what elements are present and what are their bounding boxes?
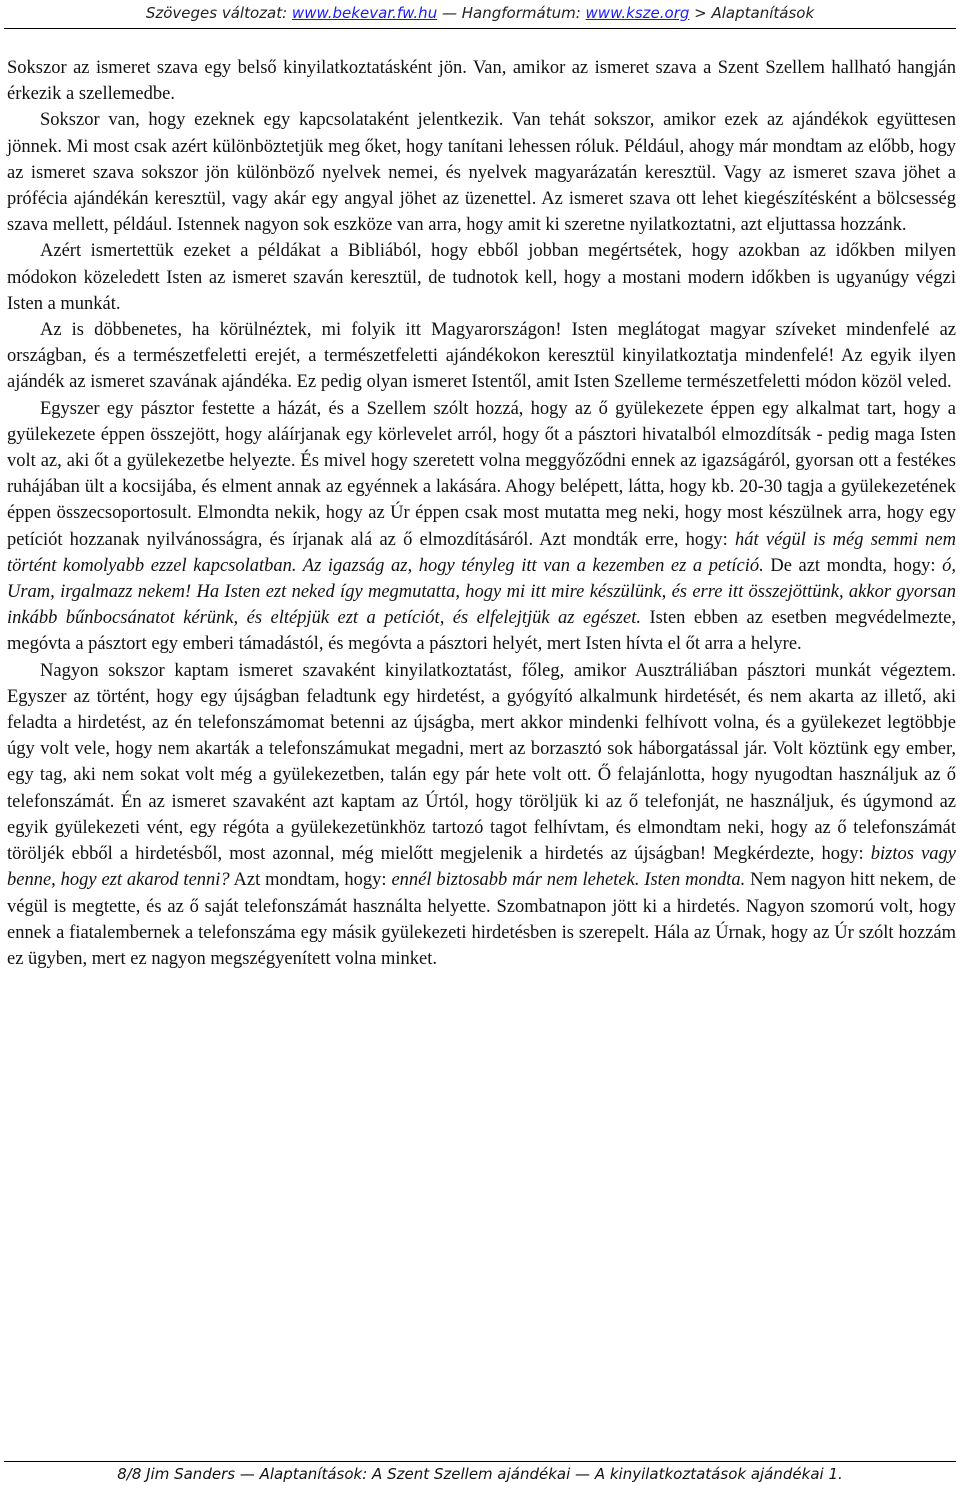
paragraph (7, 317, 956, 396)
header-separator: — (441, 4, 457, 22)
italic-quote: ennél biztosabb már nem lehetek. Isten mondta. (391, 870, 746, 891)
text-run: Isten ebben az esetben megvédelmezte, megóvta a pásztort egy emberi támadástól, és megóvta a pásztori helyét, mert Isten hívta el őt arra a helyre. (7, 608, 956, 655)
page-header (0, 2, 960, 24)
paragraph (7, 55, 956, 107)
text-run: Az is döbbenetes, ha körülnéztek, mi folyik itt Magyarországon! Isten meglátogat magyar szíveket mindenfelé az országban, és a természetfeletti erejét, a természetfeletti ajándékokon keresztül kinyilatkoztatja mindenfelé! Az egyik ilyen ajándék az ismeret szavának ajándéka. Ez pedig olyan ismeret Istentől, amit Isten Szelleme természetfeletti módon közöl veled. (7, 320, 956, 393)
footer-divider (4, 1461, 956, 1462)
text-run: De azt mondta, hogy: (763, 555, 943, 576)
italic-quote: hát végül is még semmi nem történt komolyabb ezzel kapcsolatban. Az igazság az, hogy tényleg itt van a kezemben ez a petíció. (7, 529, 956, 576)
paragraph (7, 396, 956, 658)
text-run: Sokszor az ismeret szava egy belső kinyilatkoztatásként jön. Van, amikor az ismeret szava a Szent Szellem hallható hangján érkezik a szellemedbe. (7, 58, 956, 105)
text-version-link[interactable]: www.bekevar.fw.hu (291, 4, 438, 22)
breadcrumb: > Alaptanítások (694, 4, 815, 22)
audio-format-link[interactable]: www.ksze.org (585, 4, 690, 22)
text-run: Azért ismertettük ezeket a példákat a Bibliából, hogy ebből jobban megértsétek, hogy azokban az időkben milyen módokon közeledett Isten az ismeret szaván keresztül, de tudnotok kell, hogy a mostani modern időkben is ugyanúgy végzi Isten a munkát. (7, 241, 956, 314)
italic-quote: biztos vagy benne, hogy ezt akarod tenni? (7, 844, 957, 891)
text-run: Azt mondtam, hogy: (229, 870, 392, 891)
text-run: Egyszer egy pásztor festette a házát, és a Szellem szólt hozzá, hogy az ő gyülekezete éppen egy alkalmat tart, hogy a gyülekezete éppen összejött, hogy aláírjanak egy körlevelet arról, hogy őt a pásztori hivatalból elmozdítsák - pedig maga Isten volt az, aki őt a gyülekezetbe helyezte. És mivel hogy szeretett volna meggyőződni ennek az igazságáról, gyorsan ott a festékes ruhájában ült a kocsijába, és elment annak az egyénnek a lakására. Ahogy belépett, látta, hogy kb. 20-30 tagja a gyülekezetének éppen összecsoportosult. Elmondta nekik, hogy az Úr éppen csak most mutatta meg neki, hogy most készülnek arra, hogy egy petíciót hozzanak nyilvánosságra, és írjanak alá az ő elmozdításáról. Azt mondták erre, hogy: (7, 398, 956, 550)
text-run: Nagyon sokszor kaptam ismeret szavaként kinyilatkoztatást, főleg, amikor Ausztráliában pásztori munkát végeztem. Egyszer az történt, hogy egy újságban feladtunk egy hirdetést, a gyógyító alkalmunk hirdetését, és nem akarta az illető, aki feladta a hirdetést, az én telefonszámomat betenni az újságba, mert akkor mindenki felhívott volna, és a gyülekezet legtöbbje úgy volt vele, hogy nem akarták a telefonszámukat megadni, mert az borzasztó sok háborgatással jár. Volt köztünk egy ember, egy tag, aki nem sokat volt még a gyülekezetben, talán egy pár hete volt ott. Ő felajánlotta, hogy nyugodtan használjuk az ő telefonszámát. Én az ismeret szavaként azt kaptam az Úrtól, hogy töröljük ki az ő telefonját, ne használjuk, és úgymond az egyik gyülekezeti vént, egy régóta a gyülekezetünkhöz tartozó tagot felhívtam, és elmondtam neki, hogy az ő telefonszámát töröljék ebből a hirdetésből, most azonnal, még mielőtt megjelenik a hirdetés az újságban! Megkérdezte, hogy: (7, 660, 956, 865)
text-version-label: Szöveges változat: (145, 4, 288, 22)
page-footer: 8/8 Jim Sanders — Alaptanítások: A Szent Szellem ajándékai — A kinyilatkoztatások ajándékai 1. (117, 1465, 843, 1483)
italic-quote: ó, Uram, irgalmazz nekem! Ha Isten ezt neked így megmutatta, hogy mi itt mire készülünk, és erre itt összejöttünk, akkor gyorsan inkább bűnbocsánatot kérünk, és eltépjük ezt a petíciót, és elfelejtjük az egészet. (7, 555, 956, 629)
document-body (7, 55, 956, 972)
text-run: Sokszor van, hogy ezeknek egy kapcsolataként jelentkezik. Van tehát sokszor, amikor ezek az ajándékok együttesen jönnek. Mi most csak azért különböztetjük meg őket, hogy tanítani lehessen róluk. Például, ahogy már mondtam az előbb, hogy az ismeret szava sokszor jön különböző nyelvek nemei, és nyelvek magyarázatán keresztül. Vagy az ismeret szava jöhet a prófécia ajándékán keresztül, vagy akár egy angyal jöhet az üzenettel. Az ismeret szava ott lehet kiegészítésként a bölcsesség szava mellett, például. Istennek nagyon sok eszköze van arra, hogy amit ki szeretne nyilatkoztatni, azt eljuttassa hozzánk. (7, 110, 956, 236)
header-divider (4, 28, 956, 29)
paragraph (7, 238, 956, 317)
text-run: Nem nagyon hitt nekem, de végül is megtette, és az ő saját telefonszámát használta helyette. Szombatnapon jött ki a hirdetés. Nagyon szomorú volt, hogy ennek a fiatalembernek a telefonszáma egy másik gyülekezeti hirdetésben is szerepelt. Hála az Úrnak, hogy az Úr szólt hozzám ez ügyben, mert ez nagyon megszégyenített volna minket. (7, 870, 956, 969)
paragraph (7, 107, 956, 238)
audio-format-label: Hangformátum: (461, 4, 581, 22)
paragraph (7, 658, 956, 972)
